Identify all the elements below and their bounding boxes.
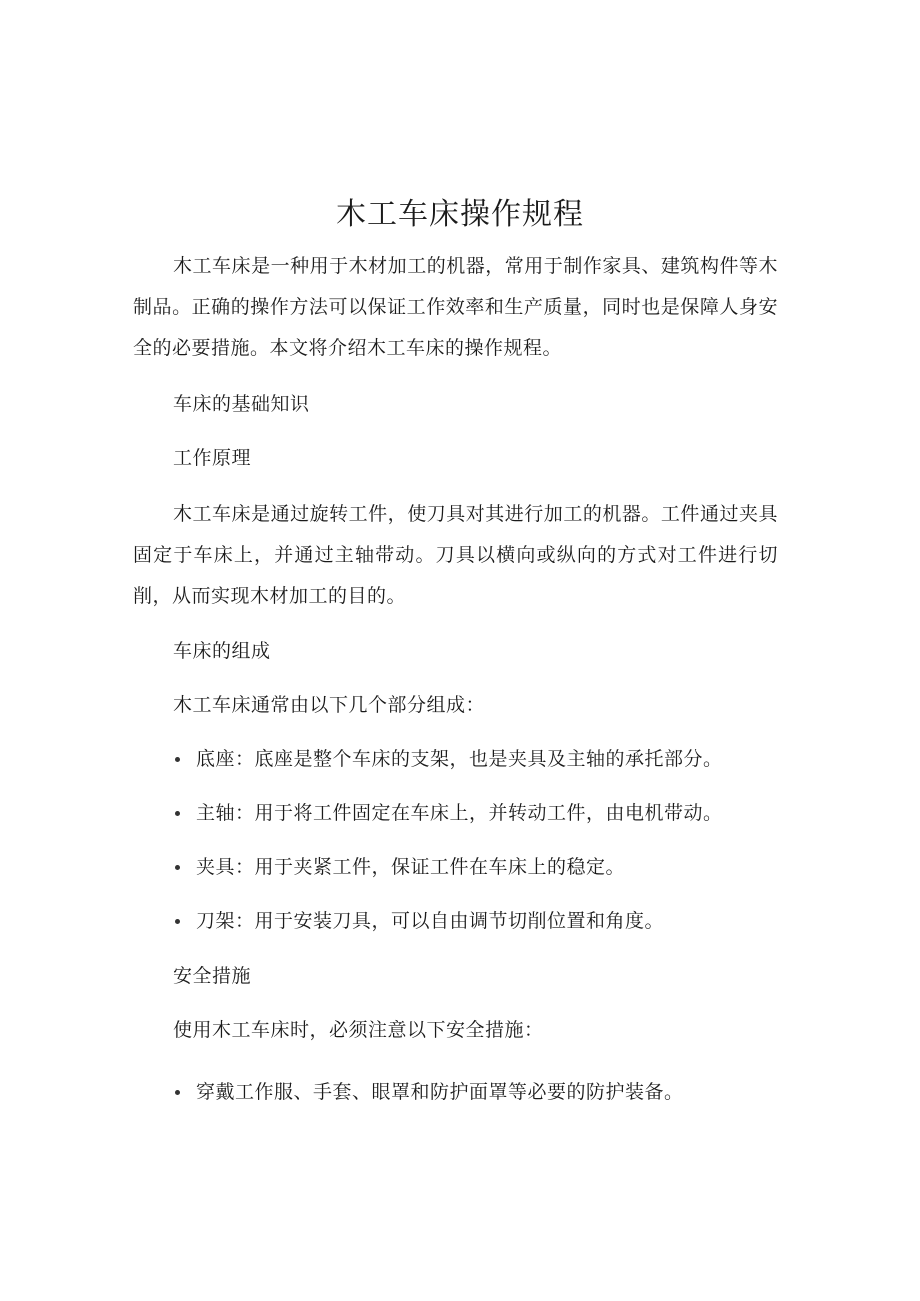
bullet-icon — [175, 1090, 180, 1095]
composition-intro: 木工车床通常由以下几个部分组成： — [173, 694, 486, 716]
safety-intro: 使用木工车床时，必须注意以下安全措施： — [173, 1019, 544, 1041]
intro-paragraph: 木工车床是一种用于木材加工的机器，常用于制作家具、建筑构件等木制品。正确的操作方法可以保证工作效率和生产质量，同时也是保障人身安全的必要措施。本文将介绍木工车床的操作规程。 — [133, 255, 778, 359]
section-heading-composition: 车床的组成 — [173, 640, 271, 662]
list-item — [173, 798, 723, 828]
bullet-icon — [175, 865, 180, 870]
list-item-text: 刀架：用于安装刀具，可以自由调节切削位置和角度。 — [196, 910, 665, 932]
bullet-icon — [175, 811, 180, 816]
list-item-text: 底座：底座是整个车床的支架，也是夹具及主轴的承托部分。 — [196, 748, 723, 770]
bullet-icon — [175, 919, 180, 924]
list-item-text: 穿戴工作服、手套、眼罩和防护面罩等必要的防护装备。 — [196, 1081, 684, 1103]
list-item-text: 主轴：用于将工件固定在车床上，并转动工件，由电机带动。 — [196, 802, 723, 824]
list-item — [173, 1077, 684, 1107]
section-heading-safety: 安全措施 — [173, 965, 252, 987]
document-title: 木工车床操作规程 — [336, 197, 584, 232]
list-item — [173, 744, 723, 774]
bullet-icon — [175, 757, 180, 762]
list-item — [173, 852, 625, 882]
section-heading-principle: 工作原理 — [173, 447, 252, 469]
list-item-text: 夹具：用于夹紧工件，保证工件在车床上的稳定。 — [196, 856, 626, 878]
section-heading-basics: 车床的基础知识 — [173, 393, 310, 415]
principle-paragraph: 木工车床是通过旋转工件，使刀具对其进行加工的机器。工件通过夹具固定于车床上，并通过主轴带动。刀具以横向或纵向的方式对工件进行切削，从而实现木材加工的目的。 — [133, 503, 778, 607]
list-item — [173, 906, 664, 936]
